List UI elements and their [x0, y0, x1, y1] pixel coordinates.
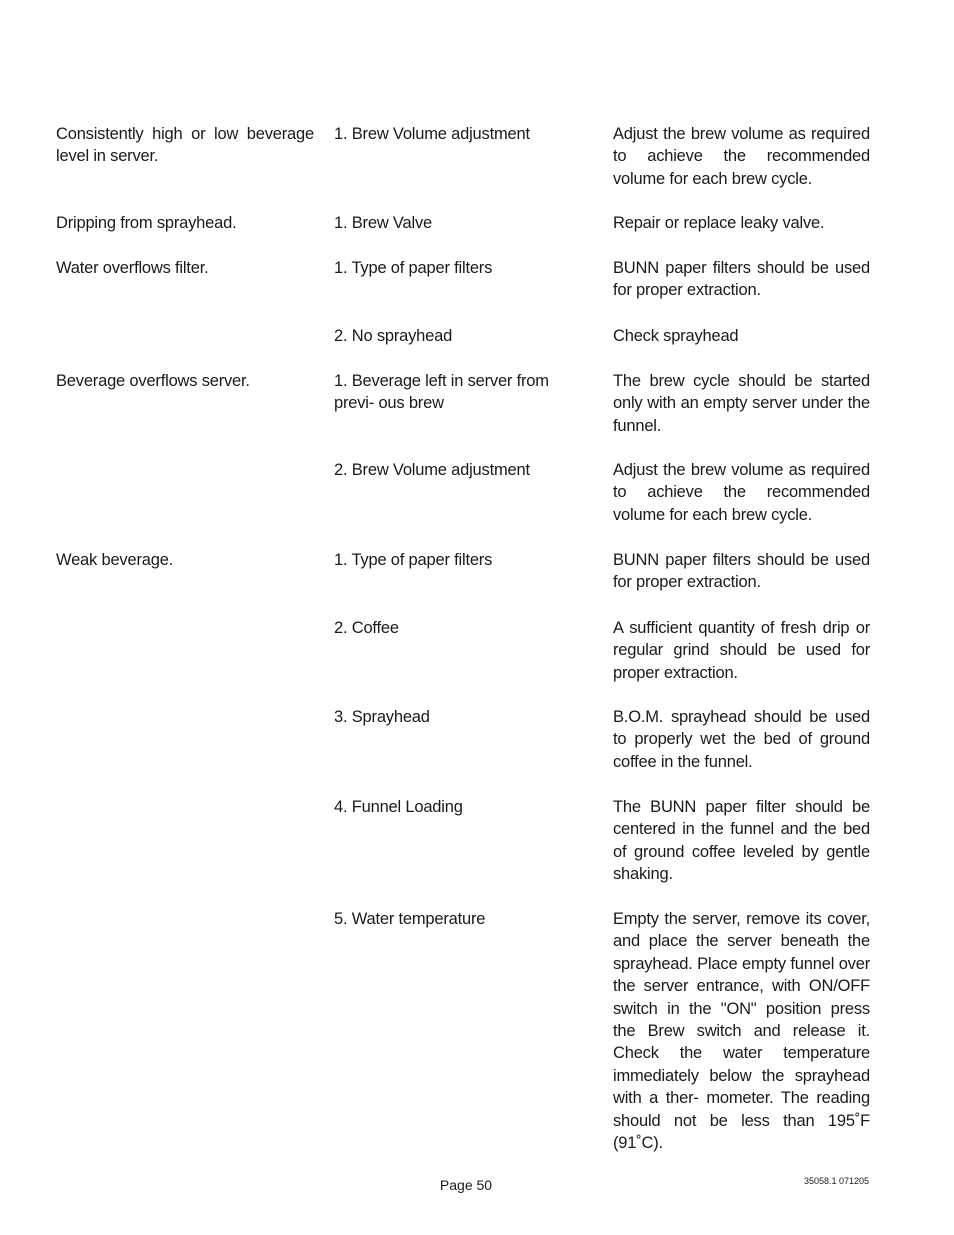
problem-cell: Water overflows filter.: [56, 259, 209, 277]
remedy-cell: Empty the server, remove its cover, and place the server beneath the sprayhead. Place empty funnel over the server entrance, with ON/OFF switch in the "ON" position press the Brew switch and release it. Check the water temperature immediately below the sprayhead with a ther- mometer. The reading should not be less than 195˚F (91˚C).: [613, 910, 870, 1153]
problem-cell: Dripping from sprayhead.: [56, 214, 237, 232]
remedy-cell: B.O.M. sprayhead should be used to properly wet the bed of ground coffee in the funnel.: [613, 708, 870, 771]
cause-cell: 3. Sprayhead: [334, 708, 430, 726]
cause-cell: 1. Type of paper filters: [334, 259, 493, 277]
page-number: Page 50: [439, 1177, 493, 1193]
remedy-cell: BUNN paper filters should be used for proper extraction.: [613, 551, 870, 592]
document-code: 35058.1 071205: [804, 1176, 870, 1186]
problem-cell: Weak beverage.: [56, 551, 174, 569]
cause-cell: 1. Type of paper filters: [334, 551, 493, 569]
remedy-cell: The BUNN paper filter should be centered in the funnel and the bed of ground coffee leveled by gentle shaking.: [613, 798, 870, 884]
cause-cell: 1. Brew Volume adjustment: [334, 125, 530, 143]
remedy-cell: Adjust the brew volume as required to achieve the recommended volume for each brew cycle.: [613, 461, 870, 524]
remedy-cell: Check sprayhead: [613, 327, 739, 345]
cause-cell: 2. Brew Volume adjustment: [334, 461, 530, 479]
cause-cell: 2. Coffee: [334, 619, 399, 637]
remedy-cell: The brew cycle should be started only with an empty server under the funnel.: [613, 372, 870, 435]
cause-cell: 1. Brew Valve: [334, 214, 432, 232]
problem-cell: Consistently high or low beverage level in server.: [56, 125, 314, 166]
cause-cell: 2. No sprayhead: [334, 327, 453, 345]
problem-cell: Beverage overflows server.: [56, 372, 250, 390]
remedy-cell: Adjust the brew volume as required to achieve the recommended volume for each brew cycle.: [613, 125, 870, 188]
remedy-cell: BUNN paper filters should be used for proper extraction.: [613, 259, 870, 300]
remedy-cell: Repair or replace leaky valve.: [613, 214, 825, 232]
cause-cell: 1. Beverage left in server from previ- ous brew: [334, 372, 549, 413]
remedy-cell: A sufficient quantity of fresh drip or regular grind should be used for proper extraction.: [613, 619, 870, 682]
cause-cell: 4. Funnel Loading: [334, 798, 463, 816]
cause-cell: 5. Water temperature: [334, 910, 486, 928]
